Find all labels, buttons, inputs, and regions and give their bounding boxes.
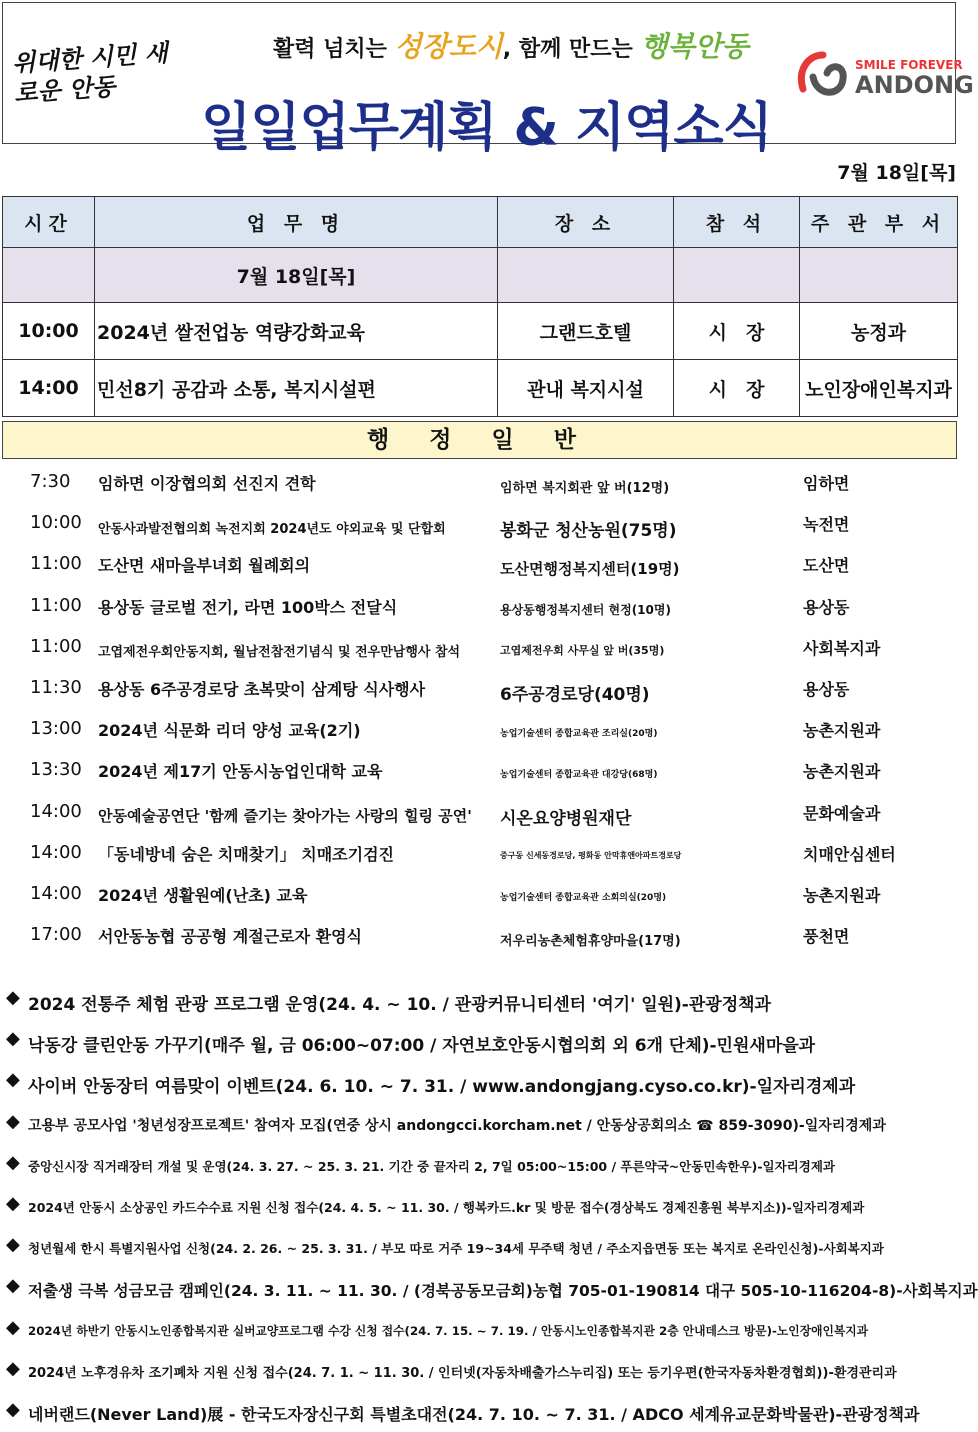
diamond-bullet-icon: ◆: [6, 1110, 20, 1132]
admin-name: 2024년 생활원예(난초) 교육: [98, 885, 308, 905]
diamond-bullet-icon: ◆: [6, 1234, 20, 1256]
notice-list: [0, 978, 978, 1431]
admin-place: 중구동 신세동경로당, 평화동 안막휴앤아파트경로당: [500, 850, 682, 860]
notice-text: 2024년 안동시 소상공인 카드수수료 지원 신청 접수(24. 4. 5. ~ 11. 30. / 행복카드.kr 및 방문 접수(경상북도 경제진흥원 북부지소))-일자리경제과: [28, 1199, 865, 1215]
admin-time: 11:00: [30, 553, 82, 575]
admin-dept: 도산면: [803, 556, 850, 576]
admin-name: 「동네방네 숨은 치매찾기」 치매조기검진: [98, 844, 395, 864]
list-item: [0, 668, 958, 709]
admin-name: 임하면 이장협의회 선진지 견학: [98, 474, 316, 493]
tagline: [273, 25, 749, 65]
diamond-bullet-icon: ◆: [6, 1357, 20, 1379]
admin-dept: 임하면: [803, 474, 850, 493]
admin-list: [0, 462, 958, 956]
notice-text: 중앙신시장 직거래장터 개설 및 운영(24. 3. 27. ~ 25. 3. 21. 기간 중 끝자리 2, 7일 05:00~15:00 / 푸른약국~안동민속한우)-일자리경제과: [28, 1158, 835, 1174]
event-dept: 노인장애인복지과: [800, 360, 958, 417]
admin-time: 7:30: [30, 471, 71, 492]
notice-item: [0, 1308, 958, 1349]
admin-time: 14:00: [30, 882, 82, 904]
report-date: 7월 18일[목]: [837, 162, 956, 184]
admin-place: 고엽제전우회 사무실 앞 버(35명): [500, 644, 665, 658]
event-dept: 농정과: [800, 303, 958, 360]
list-item: [0, 750, 958, 791]
table-row: [3, 303, 958, 360]
column-header: 업 무 명: [95, 197, 498, 248]
diamond-bullet-icon: ◆: [6, 1069, 20, 1091]
notice-item: [0, 1019, 958, 1060]
notice-item: [0, 1143, 958, 1184]
tagline-part: 활력 넘치는: [273, 37, 395, 62]
diamond-bullet-icon: ◆: [6, 1398, 20, 1420]
event-time: 14:00: [3, 360, 95, 417]
list-item: [0, 627, 958, 668]
admin-name: 고엽제전우회안동지회, 월남전참전기념식 및 전우만남행사 참석: [98, 645, 461, 661]
diamond-bullet-icon: ◆: [6, 1028, 20, 1050]
admin-dept: 문화예술과: [803, 803, 881, 823]
admin-time: 11:00: [30, 594, 82, 616]
admin-place: 농업기술센터 종합교육관 조리실(20명): [500, 728, 658, 739]
page-title: 일일업무계획 & 지역소식: [201, 98, 772, 158]
event-time: 10:00: [3, 303, 95, 360]
admin-time: 11:30: [30, 676, 82, 698]
admin-time: 14:00: [30, 841, 82, 863]
notice-item: [0, 1349, 958, 1390]
table-header-row: [3, 197, 958, 248]
event-attendee: 시 장: [674, 360, 800, 417]
admin-name: 용상동 6주공경로당 초복맞이 삼계탕 식사행사: [98, 679, 426, 699]
admin-place: 용상동행정복지센터 현정(10명): [500, 602, 671, 617]
notice-item: [0, 1225, 958, 1266]
admin-name: 서안동농협 공공형 계절근로자 환영식: [98, 927, 363, 947]
notice-text: 2024년 하반기 안동시노인종합복지관 실버교양프로그램 수강 신청 접수(24. 7. 15. ~ 7. 19. / 안동시노인종합복지관 2층 안내데스크 방문)-노인장애인복지과: [28, 1323, 869, 1338]
admin-name: 도산면 새마을부녀회 월례회의: [98, 556, 311, 576]
notice-item: [0, 1266, 978, 1307]
admin-name: 2024년 제17기 안동시농업인대학 교육: [98, 762, 383, 782]
admin-dept: 농촌지원과: [803, 885, 881, 905]
admin-place: 봉화군 청산농원(75명): [500, 520, 677, 541]
notice-text: 낙동강 클린안동 가꾸기(매주 월, 금 06:00~07:00 / 자연보호안동시협의회 외 6개 단체)-민원새마을과: [28, 1035, 816, 1056]
notice-text: 사이버 안동장터 여름맞이 이벤트(24. 6. 10. ~ 7. 31. / www.andongjang.cyso.co.kr)-일자리경제과: [28, 1076, 856, 1097]
event-name: 2024년 쌀전업농 역량강화교육: [95, 303, 498, 360]
notice-text: 2024년 노후경유차 조기폐차 지원 신청 접수(24. 7. 1. ~ 11. 30. / 인터넷(자동차배출가스누리집) 또는 등기우편(한국자동차환경협회))-환경관리과: [28, 1366, 897, 1382]
event-place: 그랜드호텔: [498, 303, 674, 360]
admin-time: 17:00: [30, 924, 82, 946]
notice-text: 저출생 극복 성금모금 캠페인(24. 3. 11. ~ 11. 30. / (경북공동모금회)농협 705-01-190814 대구 505-10-116204-8)-사회복지과: [28, 1281, 978, 1300]
admin-place: 저우리농촌체험휴양마을(17명): [500, 933, 681, 949]
admin-dept: 용상동: [803, 679, 850, 699]
admin-place: 농업기술센터 종합교육관 소회의실(20명): [500, 893, 667, 904]
table-row: [3, 360, 958, 417]
column-header: 참 석: [674, 197, 800, 248]
city-slogan: 위대한 시민 새로운 안동: [11, 37, 169, 108]
admin-dept: 녹전면: [803, 515, 850, 535]
admin-place: 시온요양병원재단: [500, 809, 632, 829]
notice-item: [0, 1390, 958, 1431]
diamond-bullet-icon: ◆: [6, 1192, 20, 1214]
list-item: [0, 833, 958, 874]
admin-time: 13:00: [30, 718, 82, 740]
admin-time: 10:00: [30, 512, 82, 534]
tagline-highlight: 행복안동: [640, 30, 749, 63]
admin-name: 2024년 식문화 리더 양성 교육(2기): [98, 721, 361, 741]
list-item: [0, 462, 958, 503]
date-cell: 7월 18일[목]: [95, 248, 498, 303]
notice-item: [0, 1060, 958, 1101]
admin-time: 11:00: [30, 635, 82, 657]
admin-dept: 농촌지원과: [803, 762, 881, 782]
logo-wordmark: ANDONG: [855, 71, 974, 99]
admin-place: 6주공경로당(40명): [500, 685, 650, 706]
admin-place: 도산면행정복지센터(19명): [500, 559, 680, 578]
notice-item: [0, 1102, 958, 1143]
admin-time: 13:30: [30, 759, 82, 781]
admin-time: 14:00: [30, 800, 82, 822]
event-place: 관내 복지시설: [498, 360, 674, 417]
admin-name: 안동예술공연단 '함께 즐기는 찾아가는 사랑의 힐링 공연': [98, 807, 472, 825]
event-attendee: 시 장: [674, 303, 800, 360]
notice-text: 2024 전통주 체험 관광 프로그램 운영(24. 4. ~ 10. / 관광커뮤니티센터 '여기' 일원)-관광정책과: [28, 994, 771, 1015]
tagline-part: , 함께 만드는: [502, 37, 641, 62]
diamond-bullet-icon: ◆: [6, 1151, 20, 1173]
logo-subtitle: SMILE FOREVER: [855, 58, 963, 72]
notice-text: 청년월세 한시 특별지원사업 신청(24. 2. 26. ~ 25. 3. 31. / 부모 따로 거주 19~34세 무주택 청년 / 주소지읍면동 또는 복지로 온라인신청)-사회복지과: [28, 1240, 884, 1256]
notice-item: [0, 978, 958, 1019]
list-item: [0, 915, 958, 956]
notice-text: 고용부 공모사업 '청년성장프로젝트' 참여자 모집(연중 상시 andongcci.korcham.net / 안동상공회의소 ☎ 859-3090)-일자리경제과: [28, 1117, 886, 1134]
column-header: 주 관 부 서: [800, 197, 958, 248]
list-item: [0, 874, 958, 915]
notice-text: 네버랜드(Never Land)展 - 한국도자장신구회 특별초대전(24. 7. 10. ~ 7. 31. / ADCO 세계유교문화박물관)-관광정책과: [28, 1404, 920, 1424]
date-row: [3, 248, 958, 303]
admin-dept: 풍천면: [803, 927, 850, 947]
list-item: [0, 586, 958, 627]
admin-dept: 용상동: [803, 597, 850, 617]
schedule-table: [2, 196, 958, 417]
section-title-admin: 행 정 일 반: [2, 421, 957, 459]
list-item: [0, 503, 958, 544]
list-item: [0, 709, 958, 750]
column-header: 장 소: [498, 197, 674, 248]
admin-dept: 사회복지과: [803, 638, 881, 658]
diamond-bullet-icon: ◆: [6, 1316, 20, 1338]
column-header: 시간: [3, 197, 95, 248]
diamond-bullet-icon: ◆: [6, 1275, 20, 1297]
admin-place: 농업기술센터 종합교육관 대강당(68명): [500, 769, 658, 780]
diamond-bullet-icon: ◆: [6, 987, 20, 1008]
admin-place: 임하면 복지회관 앞 버(12명): [500, 480, 670, 496]
list-item: [0, 792, 958, 833]
list-item: [0, 544, 958, 585]
event-name: 민선8기 공감과 소통, 복지시설편: [95, 360, 498, 417]
tagline-highlight: 성장도시: [394, 30, 503, 63]
andong-logo-icon: [795, 49, 853, 103]
admin-name: 용상동 글로벌 전기, 라면 100박스 전달식: [98, 597, 398, 617]
page-header: [2, 2, 974, 158]
admin-name: 안동사과발전협의회 녹전지회 2024년도 야외교육 및 단합회: [98, 521, 446, 537]
notice-item: [0, 1184, 958, 1225]
admin-dept: 농촌지원과: [803, 721, 881, 741]
admin-dept: 치매안심센터: [803, 844, 896, 864]
